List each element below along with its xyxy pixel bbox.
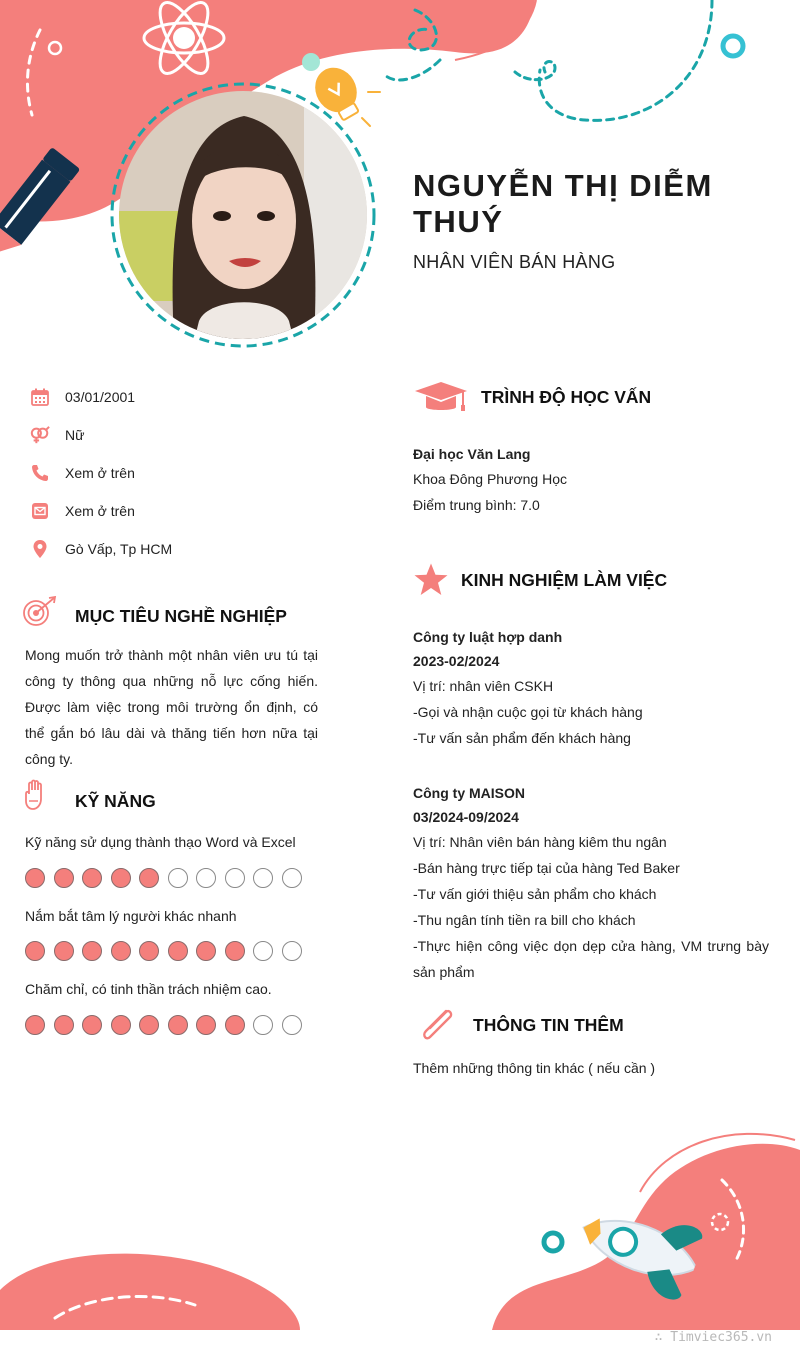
company-name: Công ty luật hợp danh bbox=[413, 629, 563, 645]
job-duty: -Tư vấn giới thiệu sản phẩm cho khách bbox=[413, 886, 657, 902]
rating-dot-filled bbox=[196, 1015, 216, 1035]
work-period: 2023-02/2024 bbox=[413, 653, 500, 669]
experience-title: KINH NGHIỆM LÀM VIỆC bbox=[461, 570, 668, 590]
contact-phone bbox=[30, 461, 135, 485]
full-name: NGUYỄN THỊ DIỄM THUÝ bbox=[413, 168, 713, 239]
job-role: Vị trí: Nhân viên bán hàng kiêm thu ngân bbox=[413, 834, 667, 850]
rating-dot-filled bbox=[25, 868, 45, 888]
location-icon bbox=[30, 539, 50, 559]
job-duty: -Tư vấn sản phẩm đến khách hàng bbox=[413, 730, 631, 746]
rating-dot-empty bbox=[282, 1015, 302, 1035]
rating-dot-filled bbox=[168, 1015, 188, 1035]
phone-icon bbox=[30, 463, 50, 483]
skill-name: Chăm chỉ, có tinh thần trách nhiệm cao. bbox=[25, 981, 272, 997]
job-duty: -Thu ngân tính tiền ra bill cho khách bbox=[413, 912, 636, 928]
rating-dot-empty bbox=[253, 1015, 273, 1035]
star-icon bbox=[413, 562, 449, 598]
objective-text: Mong muốn trở thành một nhân viên ưu tú tại công ty thông qua những nỗ lực cống hiến. Được làm việc trong môi trường ổn định, có thể gắn bó lâu dài và thăng tiến hơn nữa tại công ty. bbox=[25, 647, 318, 767]
skill-rating bbox=[25, 941, 302, 961]
job-duty: -Thực hiện công việc dọn dẹp cửa hàng, VM trưng bày sản phẩm bbox=[413, 938, 769, 980]
contact-gender bbox=[30, 423, 85, 447]
rating-dot-filled bbox=[82, 1015, 102, 1035]
contact-address bbox=[30, 537, 173, 561]
skill-name: Kỹ năng sử dụng thành thạo Word và Excel bbox=[25, 834, 296, 850]
job-duty: -Bán hàng trực tiếp tại của hàng Ted Baker bbox=[413, 860, 680, 876]
rating-dot-empty bbox=[282, 868, 302, 888]
gpa: Điểm trung bình: 7.0 bbox=[413, 497, 540, 513]
rating-dot-filled bbox=[54, 941, 74, 961]
rating-dot-filled bbox=[111, 868, 131, 888]
rating-dot-empty bbox=[168, 868, 188, 888]
email-icon bbox=[30, 501, 50, 521]
hand-icon bbox=[24, 779, 48, 811]
rating-dot-filled bbox=[82, 868, 102, 888]
extra-title: THÔNG TIN THÊM bbox=[473, 1015, 624, 1035]
rating-dot-empty bbox=[253, 941, 273, 961]
footer-brand bbox=[655, 1330, 772, 1345]
rating-dot-filled bbox=[168, 941, 188, 961]
bottom-left-blob bbox=[0, 1254, 300, 1330]
rating-dot-filled bbox=[111, 1015, 131, 1035]
extra-text: Thêm những thông tin khác ( nếu cần ) bbox=[413, 1060, 656, 1076]
brand-icon: ∴ bbox=[654, 1330, 671, 1345]
work-period: 03/2024-09/2024 bbox=[413, 809, 519, 825]
address-value: Gò Vấp, Tp HCM bbox=[65, 541, 173, 557]
gender-icon bbox=[30, 425, 50, 445]
rating-dot-empty bbox=[253, 868, 273, 888]
paperclip-icon bbox=[416, 1003, 460, 1047]
rating-dot-empty bbox=[225, 868, 245, 888]
rating-dot-filled bbox=[25, 941, 45, 961]
job-position: NHÂN VIÊN BÁN HÀNG bbox=[413, 252, 616, 272]
calendar-icon bbox=[30, 387, 50, 407]
graduation-cap-icon bbox=[413, 380, 469, 416]
rating-dot-filled bbox=[196, 941, 216, 961]
school-name: Đại học Văn Lang bbox=[413, 446, 531, 462]
rating-dot-filled bbox=[225, 941, 245, 961]
contact-email bbox=[30, 499, 135, 523]
rating-dot-filled bbox=[111, 941, 131, 961]
target-icon bbox=[22, 596, 58, 628]
gender-value: Nữ bbox=[65, 427, 85, 443]
rating-dot-filled bbox=[225, 1015, 245, 1035]
rating-dot-empty bbox=[196, 868, 216, 888]
rating-dot-filled bbox=[25, 1015, 45, 1035]
rating-dot-filled bbox=[54, 1015, 74, 1035]
email-value: Xem ở trên bbox=[65, 503, 135, 519]
objective-title: MỤC TIÊU NGHỀ NGHIỆP bbox=[75, 606, 287, 626]
skills-title: KỸ NĂNG bbox=[75, 791, 156, 811]
rating-dot-filled bbox=[54, 868, 74, 888]
rating-dot-filled bbox=[82, 941, 102, 961]
birthday-value: 03/01/2001 bbox=[65, 389, 136, 405]
skill-rating bbox=[25, 868, 302, 888]
faculty: Khoa Đông Phương Học bbox=[413, 471, 567, 487]
contact-birthday bbox=[30, 385, 136, 409]
skill-rating bbox=[25, 1015, 302, 1035]
phone-value: Xem ở trên bbox=[65, 465, 135, 481]
brand-name: Timviec365.vn bbox=[670, 1330, 772, 1345]
rating-dot-filled bbox=[139, 941, 159, 961]
rating-dot-filled bbox=[139, 868, 159, 888]
rating-dot-empty bbox=[282, 941, 302, 961]
rating-dot-filled bbox=[139, 1015, 159, 1035]
education-title: TRÌNH ĐỘ HỌC VẤN bbox=[481, 387, 652, 407]
job-duty: -Gọi và nhận cuộc gọi từ khách hàng bbox=[413, 704, 643, 720]
company-name: Công ty MAISON bbox=[413, 785, 525, 801]
job-role: Vị trí: nhân viên CSKH bbox=[413, 678, 554, 694]
skill-name: Nắm bắt tâm lý người khác nhanh bbox=[25, 908, 237, 924]
profile-photo bbox=[119, 91, 367, 339]
